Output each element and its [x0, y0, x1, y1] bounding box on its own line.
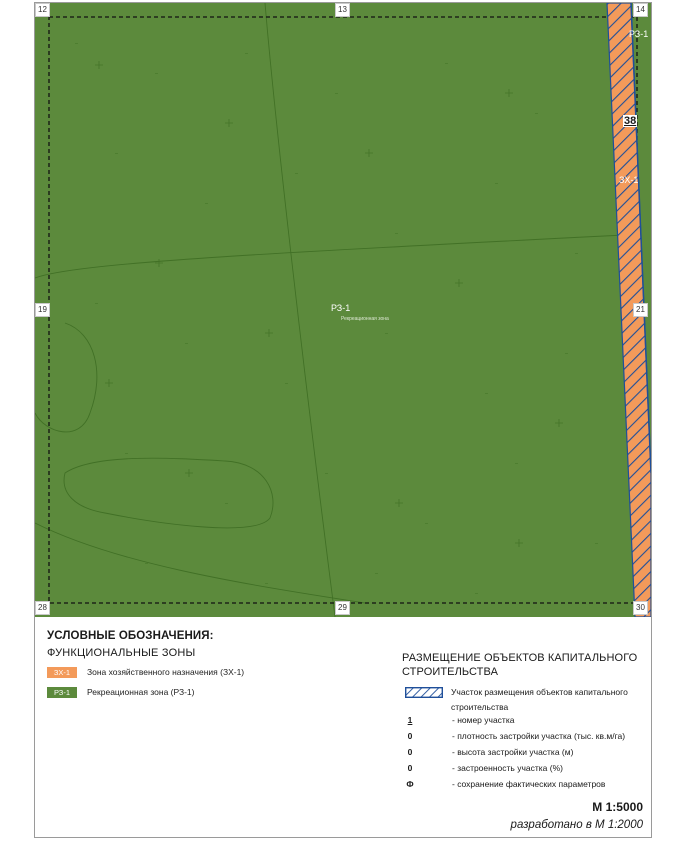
legend-swatch-recreation: РЗ-1	[47, 687, 77, 698]
legend-symbol-desc: - плотность застройки участка (тыс. кв.м/га)	[452, 731, 626, 741]
legend-symbol-desc: - высота застройки участка (м)	[452, 747, 574, 757]
legend-symbol: Ф	[406, 779, 414, 789]
legend-panel	[35, 617, 651, 837]
plot-area-label: Участок размещения объектов капитального строительства	[451, 687, 628, 712]
corner-label-top-left: 12	[35, 3, 50, 17]
corner-label-mid-right: 21	[633, 303, 648, 317]
legend-zone-economic-label: Зона хозяйственного назначения (ЗХ-1)	[87, 667, 245, 677]
legend-symbol: 1	[407, 715, 413, 725]
legend-symbol: 0	[407, 747, 413, 757]
placement-title: РАЗМЕЩЕНИЕ ОБЪЕКТОВ КАПИТАЛЬНОГО СТРОИТЕЛЬСТВА	[402, 652, 638, 678]
plot-number-label: 38	[624, 115, 637, 127]
corner-label-bottom-left: 28	[35, 601, 50, 615]
corner-label-bottom-right: 30	[633, 601, 648, 615]
zone-label-strip: ЗХ-1	[619, 175, 639, 185]
corner-label-mid-left: 19	[35, 303, 50, 317]
legend-zone-economic	[47, 666, 244, 678]
corner-label-top-right: 14	[633, 3, 648, 17]
map-scale: М 1:5000	[592, 800, 643, 814]
legend-symbol-desc: - застроенность участка (%)	[452, 763, 563, 773]
zone-label-right-top: РЗ-1	[629, 29, 649, 39]
legend-symbol-desc: - номер участка	[452, 715, 515, 725]
zone-label-main-sub: Рекреационная зона	[341, 316, 389, 322]
legend-symbol-desc: - сохранение фактических параметров	[452, 779, 606, 789]
legend-subtitle: ФУНКЦИОНАЛЬНЫЕ ЗОНЫ	[47, 647, 196, 659]
map-area	[35, 3, 651, 617]
legend-zone-recreation-label: Рекреационная зона (РЗ-1)	[87, 687, 195, 697]
zone-label-main: РЗ-1	[331, 303, 351, 313]
map-scale-note: разработано в М 1:2000	[510, 819, 643, 831]
legend-zone-recreation	[47, 686, 195, 698]
legend-symbol: 0	[407, 731, 413, 741]
legend-title: УСЛОВНЫЕ ОБОЗНАЧЕНИЯ:	[47, 630, 214, 642]
plot-area-swatch	[405, 687, 443, 698]
corner-label-bottom-center: 29	[335, 601, 350, 615]
corner-label-top-center: 13	[335, 3, 350, 17]
legend-symbol: 0	[407, 763, 413, 773]
legend-swatch-economic: ЗХ-1	[47, 667, 77, 678]
